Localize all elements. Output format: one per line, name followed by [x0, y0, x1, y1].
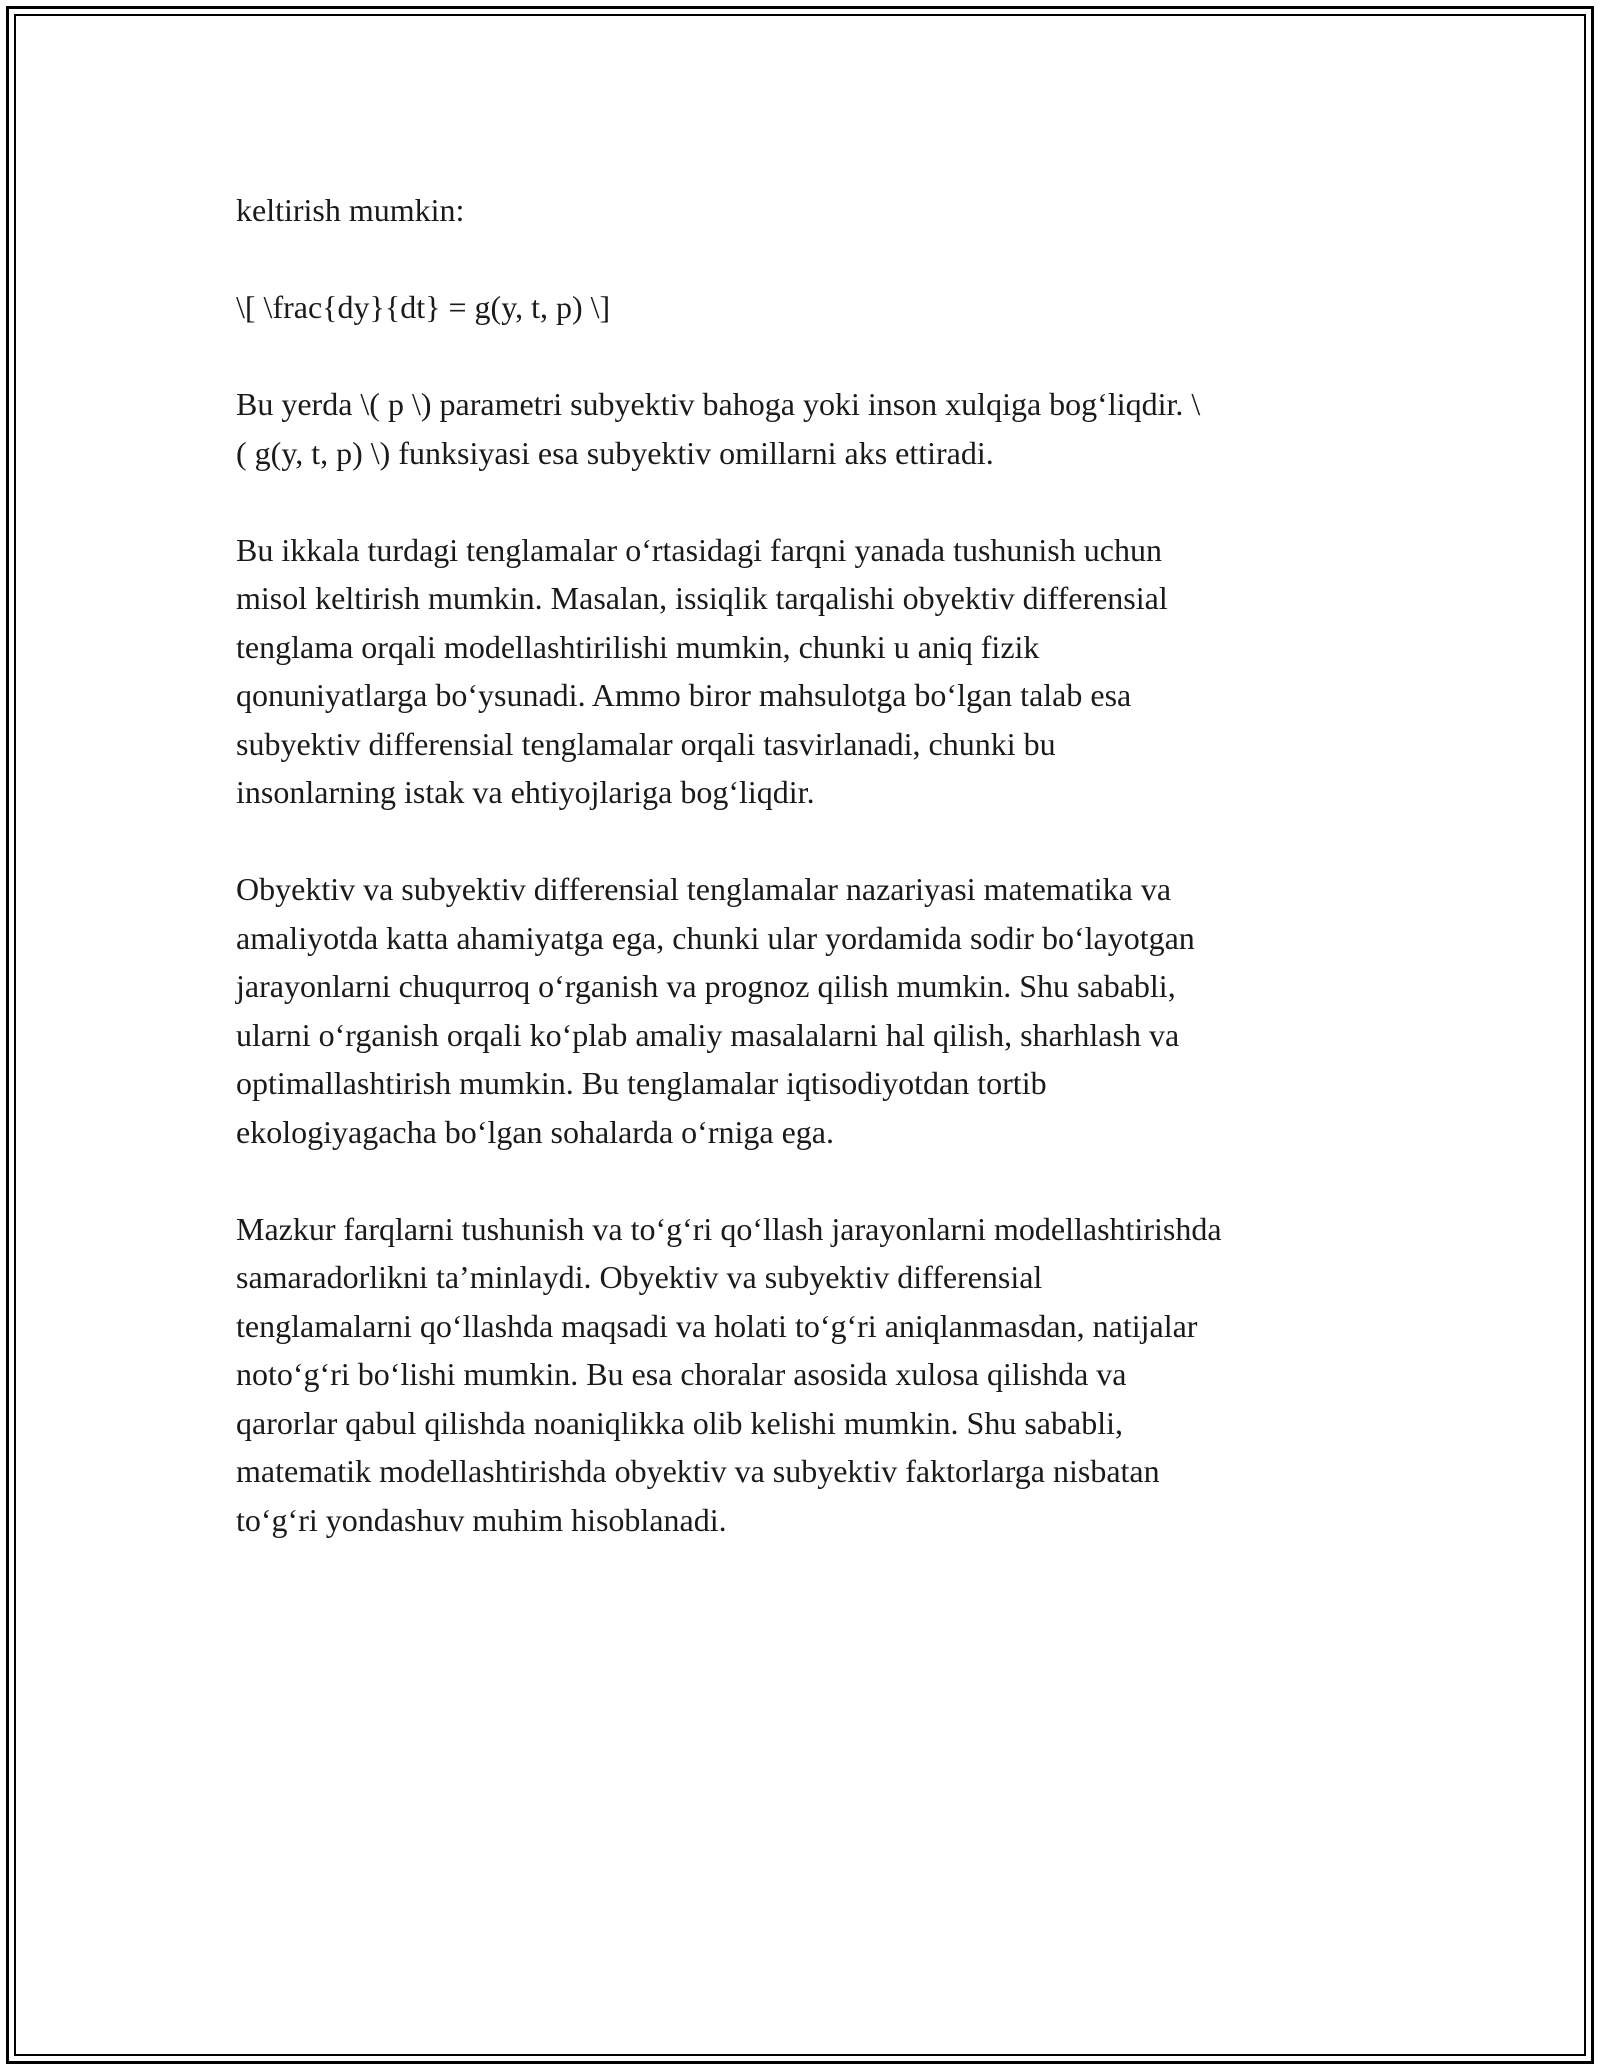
- text-line: misol keltirish mumkin. Masalan, issiqlik tarqalishi obyektiv differensial: [236, 580, 1168, 616]
- text-line: tenglamalarni qo‘llashda maqsadi va holati to‘g‘ri aniqlanmasdan, natijalar: [236, 1307, 1198, 1344]
- text-line: amaliyotda katta ahamiyatga ega, chunki ular yordamida sodir bo‘layotgan: [236, 919, 1195, 956]
- text-line: qarorlar qabul qilishda noaniqlikka olib kelishi mumkin. Shu sababli,: [236, 1404, 1123, 1441]
- text-line: tenglama orqali modellashtirilishi mumkin, chunki u aniq fizik: [236, 628, 1040, 665]
- text-line: jarayonlarni chuqurroq o‘rganish va prognoz qilish mumkin. Shu sababli,: [236, 968, 1176, 1004]
- paragraph-parameter: [236, 380, 1396, 477]
- text-line: Obyektiv va subyektiv differensial tenglamalar nazariyasi matematika va: [236, 871, 1172, 907]
- paragraph-equation: [236, 283, 1396, 332]
- text-line: subyektiv differensial tenglamalar orqali tasvirlanadi, chunki bu: [236, 725, 1056, 762]
- text-line: matematik modellashtirishda obyektiv va subyektiv faktorlarga nisbatan: [236, 1453, 1160, 1489]
- text-line: qonuniyatlarga bo‘ysunadi. Ammo biror mahsulotga bo‘lgan talab esa: [236, 677, 1132, 713]
- text-line: Bu yerda \( p \) parametri subyektiv bahoga yoki inson xulqiga bog‘liqdir. \: [236, 386, 1201, 422]
- equation-line: \[ \frac{dy}{dt} = g(y, t, p) \]: [236, 289, 611, 325]
- paragraph-example: [236, 526, 1396, 817]
- text-line: samaradorlikni ta’minlaydi. Obyektiv va subyektiv differensial: [236, 1259, 1043, 1295]
- paragraph-conclusion: [236, 1205, 1396, 1545]
- text-line: ( g(y, t, p) \) funksiyasi esa subyektiv omillarni aks ettiradi.: [236, 434, 994, 471]
- text-line: Mazkur farqlarni tushunish va to‘g‘ri qo‘llash jarayonlarni modellashtirishda: [236, 1210, 1222, 1247]
- text-line: ekologiyagacha bo‘lgan sohalarda o‘rniga ega.: [236, 1113, 834, 1150]
- text-line: to‘g‘ri yondashuv muhim hisoblanadi.: [236, 1501, 727, 1538]
- text-line: ularni o‘rganish orqali ko‘plab amaliy masalalarni hal qilish, sharhlash va: [236, 1016, 1180, 1053]
- text-line: insonlarning istak va ehtiyojlariga bog‘liqdir.: [236, 774, 815, 810]
- text-line: Bu ikkala turdagi tenglamalar o‘rtasidagi farqni yanada tushunish uchun: [236, 531, 1162, 568]
- paragraph-theory: [236, 865, 1396, 1156]
- text-line: noto‘g‘ri bo‘lishi mumkin. Bu esa choralar asosida xulosa qilishda va: [236, 1356, 1127, 1392]
- text-line: optimallashtirish mumkin. Bu tenglamalar iqtisodiyotdan tortib: [236, 1065, 1047, 1101]
- text-line: keltirish mumkin:: [236, 192, 465, 228]
- document-body: [236, 186, 1396, 1593]
- paragraph-intro: [236, 186, 1396, 235]
